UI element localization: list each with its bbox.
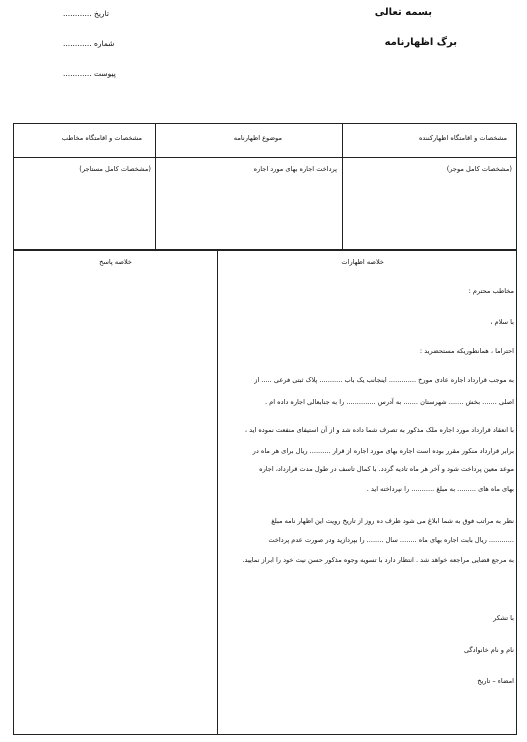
sender-value: (مشخصات کامل موجر) [446,165,512,173]
body-line: نام و نام خانوادگی [463,646,514,654]
body-line: ............ ریال بابت اجاره بهای ماه ........ سال ........ را بپردازید ودر صورت عدم پرداخت [268,536,514,544]
header-row-divider [13,157,517,158]
col-header-subject: موضوع اظهارنامه [233,134,282,142]
body-line: به مرجع قضایی مراجعه خواهد شد . انتظار دارد با تسویه وجوه مذکور حسن نیت خود را ابراز نمایید. [242,556,514,564]
body-line: امضاء – تاریخ [477,677,514,685]
body-line: اصلی ....... بخش ....... شهرستان ....... به آدرس .............. را به جنابعالی اجاره داده ام . [264,398,514,406]
body-line: موعد معین پرداخت شود و آخر هر ماه تادیه گردد. با کمال تاسف در طول مدت قرارداد، اجاره [259,465,514,473]
col-divider-2 [342,123,343,250]
body-line: احتراما ، همانطوریکه مستحضرید : [419,347,514,355]
reply-heading: خلاصه پاسخ [99,258,132,266]
body-line: به موجب قرارداد اجاره عادی مورخ ............. اینجانب یک باب ........... پلاک ثبتی فرعی ..... از [254,376,514,384]
number-field: شماره ............ [63,39,115,48]
summary-heading: خلاصه اظهارات [341,258,384,266]
body-line: مخاطب محترم : [468,287,514,295]
body-line: با تشکر [493,614,514,622]
attachment-field: پیوست ............ [63,69,116,78]
body-line: برابر قرارداد منکور مقرر بوده است اجاره بهای مورد اجاره از قرار .......... ریال برای هر ماه در [252,447,514,455]
body-line: بهای ماه های ......... به مبلغ ........... را نپرداخته اید . [366,485,514,493]
body-col-divider [217,250,218,735]
section-divider [13,249,517,251]
col-divider-1 [155,123,156,250]
date-field: تاریخ ............ [63,9,109,18]
col-header-addressee: مشخصات و اقامتگاه مخاطب [61,134,142,142]
body-line: نظر به مراتب فوق به شما ابلاغ می شود ظرف ده روز از تاریخ رویت این اظهار نامه مبلغ [271,517,514,525]
document-subtitle: برگ اظهارنامه [384,37,457,48]
col-header-sender: مشخصات و اقامتگاه اظهارکننده [418,134,507,142]
document-title: بسمه تعالی [374,7,432,18]
addressee-value: (مشخصات کامل مستاجر) [79,165,151,173]
subject-value: پرداخت اجاره بهای مورد اجاره [253,165,337,173]
body-line: با سلام ، [490,318,514,326]
body-line: با انعقاد قرارداد مورد اجاره ملک مذکور به تصرف شما داده شد و از آن استیفای منفعت نموده اید ، [244,426,514,434]
